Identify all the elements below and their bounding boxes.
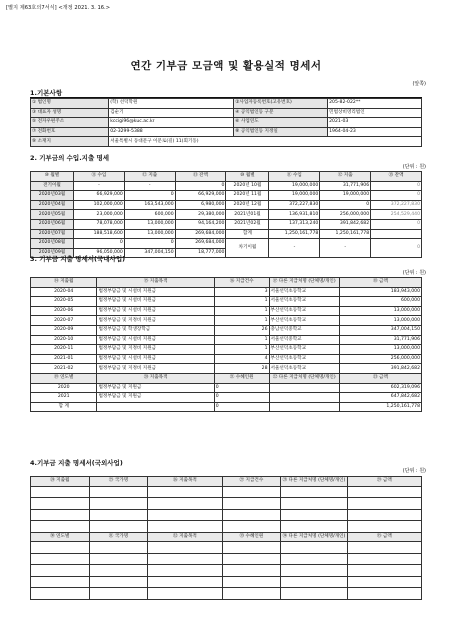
empty-row: [31, 588, 422, 600]
empty-cell: [281, 486, 347, 498]
month-label: 2020년08월: [31, 239, 74, 249]
empty-cell: [222, 498, 281, 510]
info-row: [31, 108, 422, 118]
amount-cell: 0: [175, 181, 226, 191]
column-header: ㉒ 다른 지급처명 (단체명/개인): [269, 373, 339, 383]
table-row: [31, 364, 422, 374]
month-label: 전기이월: [31, 181, 74, 191]
month-label: 2020년 12월: [226, 200, 269, 210]
amount-cell: 163,543,000: [124, 200, 175, 210]
empty-cell: [148, 565, 222, 577]
expense-cell: 법정부담금 및 시설비 지원금: [97, 354, 214, 364]
summary-row: [31, 393, 422, 403]
carry-amount: -: [269, 239, 320, 258]
expense-cell: 법정부담금 및 시설비 지원금: [97, 287, 214, 297]
expense-cell: 183,943,000: [339, 287, 421, 297]
info-row: [31, 137, 422, 147]
summary-cell: 0: [214, 393, 269, 403]
expense-cell: 법정부담금 및 시설비 지원금: [97, 306, 214, 316]
table-row: [31, 200, 422, 210]
empty-row: [31, 498, 422, 510]
total-count: 0: [214, 402, 269, 412]
empty-row: [31, 576, 422, 588]
summary-cell: 2021: [31, 393, 97, 403]
expense-cell: 2021-01: [31, 354, 97, 364]
info-value: (학) 선덕학원: [109, 99, 234, 109]
amount-cell: 96,050,000: [74, 248, 125, 258]
expense-cell: 2020-06: [31, 306, 97, 316]
table-row: [31, 210, 422, 220]
expense-cell: 부산선덕초등학교: [269, 354, 339, 364]
expense-cell: 법정부담금 및 지정비 지원금: [97, 316, 214, 326]
empty-cell: [281, 565, 347, 577]
month-label: 2020년09월: [31, 248, 74, 258]
empty-cell: [89, 588, 148, 600]
amount-cell: -: [124, 181, 175, 191]
table-row: [31, 181, 422, 191]
column-header: ㉞ 다른 지급처명 (단체명/개인): [281, 532, 347, 542]
column-header: ㉜ 지출목적: [148, 532, 222, 542]
month-label: 2020년07월: [31, 229, 74, 239]
empty-cell: [31, 565, 90, 577]
expense-cell: 법정부담금 및 학생장학금: [97, 325, 214, 335]
empty-cell: [31, 553, 90, 565]
amount-cell: 0: [371, 181, 422, 191]
column-header: ⑬ 잔액: [175, 172, 226, 182]
expense-cell: 13,000,000: [339, 306, 421, 316]
empty-cell: [148, 521, 222, 533]
amount-cell: 31,771,906: [320, 181, 371, 191]
column-header: ㉕ 국가명: [89, 477, 148, 487]
summary-cell: 0: [214, 383, 269, 393]
summary-header-row: [31, 373, 422, 383]
amount-cell: 269,684,000: [175, 229, 226, 239]
info-value: 민법상비영리법인: [328, 108, 422, 118]
column-header: ㉓ 금액: [339, 373, 421, 383]
amount-cell: 66,929,000: [74, 191, 125, 201]
amount-cell: 269,684,000: [175, 239, 226, 249]
expense-cell: 26: [214, 325, 269, 335]
empty-cell: [31, 576, 90, 588]
header-row: [31, 477, 422, 487]
info-label: ① 법인명: [31, 99, 109, 109]
column-header: ⑪ 수입: [74, 172, 125, 182]
total-amount: 1,250,161,778: [269, 229, 320, 239]
expense-cell: 31,771,906: [339, 335, 421, 345]
expense-cell: 1: [214, 345, 269, 355]
empty-cell: [89, 486, 148, 498]
amount-cell: 0: [371, 191, 422, 201]
section-3-unit: (단위 : 원): [402, 270, 426, 276]
empty-cell: [347, 588, 421, 600]
column-header: ⑯ 지급건수: [214, 278, 269, 288]
empty-cell: [89, 565, 148, 577]
empty-cell: [222, 509, 281, 521]
month-label: 2020년05월: [31, 210, 74, 220]
carry-label: 차기이월: [226, 239, 269, 258]
column-header: ⑫ 지출: [320, 172, 371, 182]
empty-cell: [222, 588, 281, 600]
empty-cell: [347, 498, 421, 510]
total-label: 합계: [226, 229, 269, 239]
empty-cell: [31, 486, 90, 498]
total-amount: 1,250,161,778: [339, 402, 421, 412]
empty-cell: [97, 402, 214, 412]
amount-cell: 13,000,000: [124, 229, 175, 239]
summary-cell: [269, 383, 339, 393]
section-2-heading: 2. 기부금의 수입.지출 명세: [30, 154, 110, 162]
month-label: 2020년04월: [31, 200, 74, 210]
page-side-label: (앞쪽): [412, 81, 426, 87]
column-header: ⑬ 잔액: [371, 172, 422, 182]
amount-cell: 29,380,000: [175, 210, 226, 220]
amount-cell: 66,929,000: [175, 191, 226, 201]
expense-cell: 부산선덕초등학교: [269, 316, 339, 326]
info-value: 2021-03: [328, 118, 422, 128]
expense-cell: 28: [214, 364, 269, 374]
empty-row: [31, 521, 422, 533]
section-3-heading: 3. 기부금 지출 명세서(국내사업): [30, 255, 126, 263]
expense-cell: 1: [214, 297, 269, 307]
empty-row: [31, 486, 422, 498]
document-title: 연간 기부금 모금액 및 활용실적 명세서: [130, 60, 322, 72]
table-row: [31, 229, 422, 239]
basic-info-table: [30, 98, 422, 147]
table-row: [31, 325, 422, 335]
amount-cell: 347,004,150: [124, 248, 175, 258]
domestic-expense-table: [30, 277, 422, 412]
amount-cell: 136,931,810: [269, 210, 320, 220]
empty-row: [31, 509, 422, 521]
empty-cell: [281, 588, 347, 600]
expense-cell: 서울선덕초등학교: [269, 297, 339, 307]
empty-cell: [148, 576, 222, 588]
summary-cell: 법정부담금 및 지원금: [97, 393, 214, 403]
expense-cell: 2020-04: [31, 287, 97, 297]
column-header: ⑩ 월별: [31, 172, 74, 182]
empty-cell: [89, 509, 148, 521]
amount-cell: 188,518,600: [74, 229, 125, 239]
info-row: [31, 118, 422, 128]
expense-cell: 4: [214, 354, 269, 364]
column-header: ⑩ 월별: [226, 172, 269, 182]
column-header: ⑮ 지출목적: [97, 278, 214, 288]
table-row: [31, 219, 422, 229]
empty-cell: [222, 565, 281, 577]
carry-amount: -: [320, 239, 371, 258]
empty-cell: [89, 521, 148, 533]
amount-cell: 600,000: [124, 210, 175, 220]
amount-cell: 372,227,830: [371, 200, 422, 210]
empty-cell: [347, 509, 421, 521]
empty-cell: [281, 576, 347, 588]
column-header: ㉔ 지출월: [31, 477, 90, 487]
empty-cell: [281, 498, 347, 510]
empty-cell: [281, 521, 347, 533]
empty-cell: [31, 498, 90, 510]
amount-cell: 78,078,000: [74, 219, 125, 229]
empty-cell: [31, 542, 90, 554]
info-label: ②사업자등록번호(고유번호): [234, 99, 328, 109]
empty-cell: [269, 402, 339, 412]
column-header: ㉙ 금액: [347, 477, 421, 487]
empty-cell: [347, 486, 421, 498]
summary-row: [31, 383, 422, 393]
expense-cell: 법정부담금 및 지정비 지원금: [97, 364, 214, 374]
expense-cell: 2020-07: [31, 316, 97, 326]
table-row: [31, 345, 422, 355]
empty-cell: [89, 542, 148, 554]
column-header: ⑪ 수입: [269, 172, 320, 182]
expense-cell: 서울선덕초등학교: [269, 287, 339, 297]
total-label: 합 계: [31, 402, 97, 412]
expense-cell: 391,842,682: [339, 364, 421, 374]
table-row: [31, 191, 422, 201]
amount-cell: 0: [74, 239, 125, 249]
info-label: ⑦ 전화번호: [31, 127, 109, 137]
empty-cell: [222, 576, 281, 588]
empty-cell: [281, 553, 347, 565]
amount-cell: 19,000,000: [269, 181, 320, 191]
empty-cell: [89, 576, 148, 588]
info-label: ⑤ 전자우편주소: [31, 118, 109, 128]
month-label: 2021년01월: [226, 210, 269, 220]
info-value: 1964-04-23: [328, 127, 422, 137]
month-label: 2020년03월: [31, 191, 74, 201]
empty-cell: [148, 509, 222, 521]
expense-cell: 256,000,000: [339, 354, 421, 364]
expense-cell: 부산선덕초등학교: [269, 306, 339, 316]
section-4-unit: (단위 : 원): [402, 468, 426, 474]
expense-cell: 2020-09: [31, 325, 97, 335]
info-label: ④ 공익법인등 구분: [234, 108, 328, 118]
empty-cell: [89, 553, 148, 565]
amount-cell: 0: [320, 200, 371, 210]
info-label: ⑧ 공익법인등 지정일: [234, 127, 328, 137]
section-4-heading: 4.기부금 지출 명세서(국외사업): [30, 459, 123, 467]
month-label: 2020년06월: [31, 219, 74, 229]
summary-cell: 2020: [31, 383, 97, 393]
table-row: [31, 354, 422, 364]
amount-cell: 256,000,000: [320, 210, 371, 220]
empty-cell: [347, 542, 421, 554]
summary-cell: 647,842,682: [339, 393, 421, 403]
info-value: 02-3299-5388: [109, 127, 234, 137]
info-label: ⑨ 소재지: [31, 137, 109, 147]
info-label: ③ 대표자 성명: [31, 108, 109, 118]
expense-cell: 서울선덕초등학교: [269, 364, 339, 374]
summary-cell: 602,319,096: [339, 383, 421, 393]
table-row: [31, 335, 422, 345]
column-header: ㉘ 다른 지급처명 (단체명/개인): [281, 477, 347, 487]
empty-cell: [89, 498, 148, 510]
form-note: [별지 제63호의7서식] <개정 2021. 3. 16.>: [6, 5, 111, 11]
table-row: [31, 306, 422, 316]
column-header: ㉗ 지급건수: [222, 477, 281, 487]
empty-cell: [347, 565, 421, 577]
expense-cell: 2021-02: [31, 364, 97, 374]
section-1-heading: 1.기본사항: [30, 89, 63, 97]
amount-cell: 0: [371, 219, 422, 229]
empty-cell: [148, 486, 222, 498]
amount-cell: 391,842,682: [320, 219, 371, 229]
summary-cell: 법정부담금 및 지원금: [97, 383, 214, 393]
table-row: [31, 287, 422, 297]
total-amount: 1,250,161,778: [320, 229, 371, 239]
table-row: [31, 297, 422, 307]
column-header: ⑳ 지출목적: [97, 373, 214, 383]
overseas-expense-table: [30, 476, 422, 600]
amount-cell: 94,164,200: [175, 219, 226, 229]
amount-cell: 19,000,000: [269, 191, 320, 201]
amount-cell: 254,529,440: [371, 210, 422, 220]
amount-cell: 0: [124, 191, 175, 201]
empty-cell: [281, 509, 347, 521]
section-2-unit: (단위 : 원): [402, 164, 426, 170]
expense-cell: 600,000: [339, 297, 421, 307]
month-label: 2021년02월: [226, 219, 269, 229]
amount-cell: -: [74, 181, 125, 191]
info-row: [31, 127, 422, 137]
expense-cell: 347,004,150: [339, 325, 421, 335]
expense-cell: 서울선덕중학교: [269, 335, 339, 345]
summary-cell: [269, 393, 339, 403]
empty-cell: [31, 521, 90, 533]
column-header: ㉟ 금액: [347, 532, 421, 542]
empty-cell: [148, 553, 222, 565]
expense-cell: 3: [214, 287, 269, 297]
empty-cell: [148, 588, 222, 600]
empty-cell: [31, 588, 90, 600]
empty-row: [31, 553, 422, 565]
expense-cell: 1: [214, 316, 269, 326]
expense-cell: 13,000,000: [339, 316, 421, 326]
expense-cell: 법정부담금 및 지정비 지원금: [97, 345, 214, 355]
column-header: ⑭ 지출월: [31, 278, 97, 288]
info-label: ⑥ 사업연도: [234, 118, 328, 128]
expense-cell: 13,000,000: [339, 345, 421, 355]
expense-cell: 법정부담금 및 시설비 지원금: [97, 297, 214, 307]
expense-cell: 1: [214, 306, 269, 316]
amount-cell: 6,980,000: [175, 200, 226, 210]
amount-cell: 19,000,000: [320, 191, 371, 201]
address-value: 서울특별시 동대문구 이문로(길) 11(회기동): [109, 137, 422, 147]
amount-cell: 137,313,240: [269, 219, 320, 229]
table-row: [31, 239, 422, 249]
header-row: [31, 532, 422, 542]
amount-cell: 372,227,830: [269, 200, 320, 210]
expense-cell: 1: [214, 335, 269, 345]
column-header: ㉚ 연도별: [31, 532, 90, 542]
empty-row: [31, 542, 422, 554]
amount-cell: 23,000,000: [74, 210, 125, 220]
empty-cell: [222, 542, 281, 554]
info-value: 205-82-022**: [328, 99, 422, 109]
table-row: [31, 316, 422, 326]
column-header: ㉛ 국가명: [89, 532, 148, 542]
empty-cell: [31, 509, 90, 521]
expense-cell: 2020-05: [31, 297, 97, 307]
month-label: 2020년 10월: [226, 181, 269, 191]
amount-cell: 102,000,000: [74, 200, 125, 210]
expense-cell: 부산선덕초등학교: [269, 345, 339, 355]
empty-row: [31, 565, 422, 577]
column-header: ⑫ 지출: [124, 172, 175, 182]
info-value: 김순기: [109, 108, 234, 118]
empty-cell: [347, 553, 421, 565]
amount-cell: 18,777,000: [175, 248, 226, 258]
carry-balance: 0: [371, 239, 422, 258]
column-header: ⑱ 금액: [339, 278, 421, 288]
info-row: [31, 99, 422, 109]
empty-cell: [148, 498, 222, 510]
column-header: ㉑ 수혜인원: [214, 373, 269, 383]
column-header: ㉖ 지출목적: [148, 477, 222, 487]
empty-cell: [222, 521, 281, 533]
total-row: [31, 402, 422, 412]
income-expense-table: [30, 171, 422, 258]
expense-cell: 2020-11: [31, 345, 97, 355]
month-label: 2020년 11월: [226, 191, 269, 201]
empty-cell: [347, 576, 421, 588]
info-value: kccigi96@kuc.ac.kr: [109, 118, 234, 128]
column-header: ⑰ 다른 지급처명 (단체명/개인): [269, 278, 339, 288]
amount-cell: 13,000,000: [124, 219, 175, 229]
empty-cell: [148, 542, 222, 554]
column-header: ㉝ 수혜인원: [222, 532, 281, 542]
empty-cell: [222, 553, 281, 565]
expense-cell: 2020-10: [31, 335, 97, 345]
empty-cell: [347, 521, 421, 533]
empty-cell: [281, 542, 347, 554]
empty-cell: [222, 486, 281, 498]
column-header: ⑲ 연도별: [31, 373, 97, 383]
amount-cell: 0: [124, 239, 175, 249]
empty-cell: [371, 229, 422, 239]
expense-cell: 충남선덕중학교: [269, 325, 339, 335]
expense-cell: 법정부담금 및 시설비 지원금: [97, 335, 214, 345]
